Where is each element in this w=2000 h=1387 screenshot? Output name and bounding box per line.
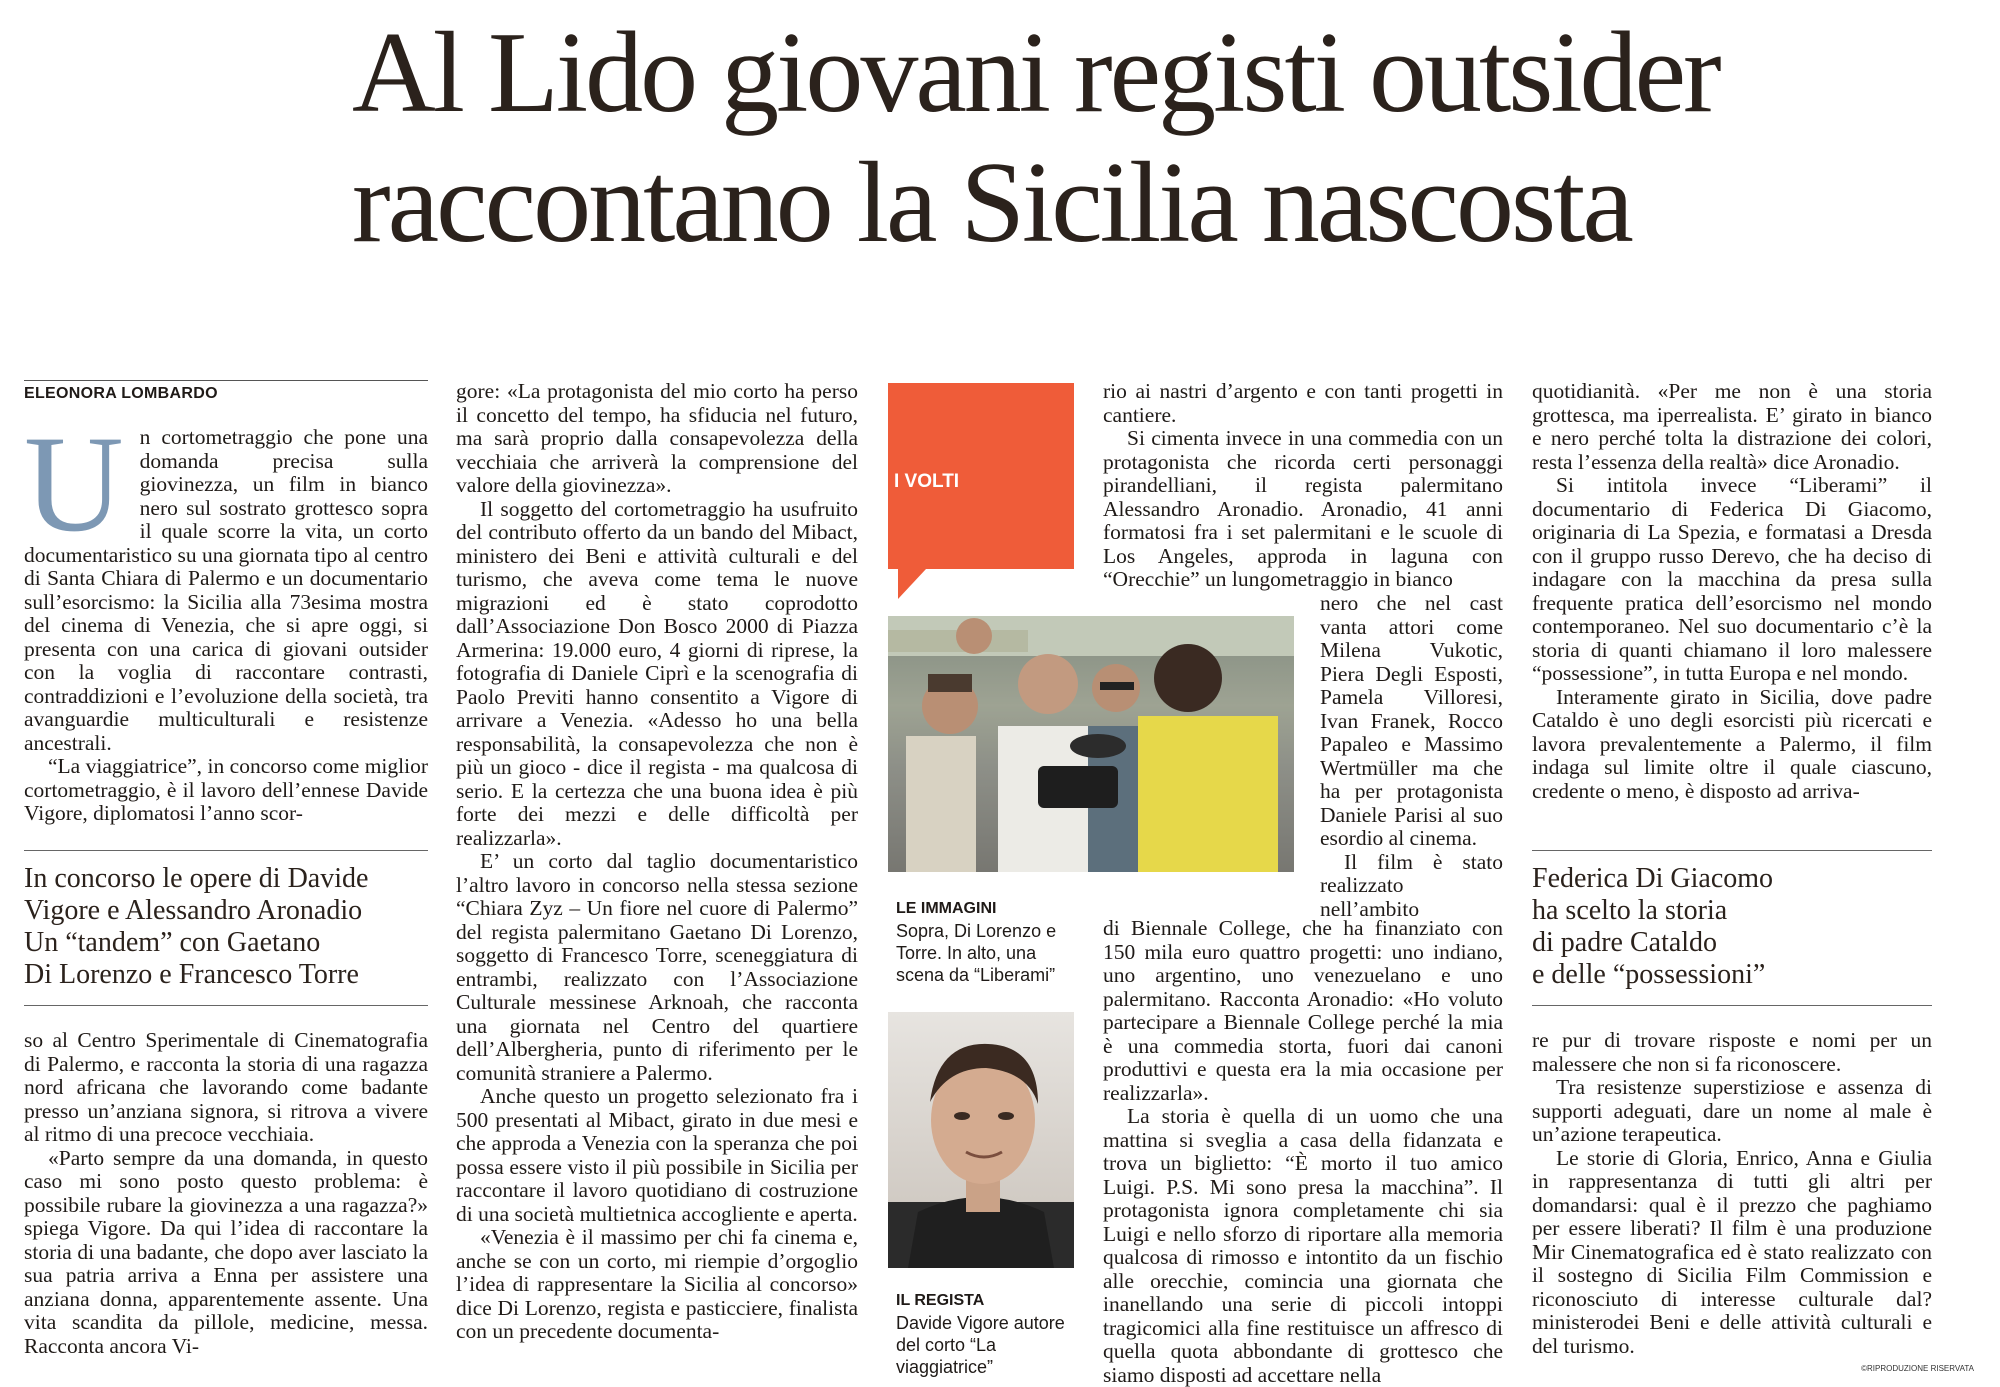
caption-text: Davide Vigore autore del corto “La viaggiatrice” [896,1313,1065,1377]
pull-quote-line: Un “tandem” con Gaetano [24,927,321,958]
paragraph: quotidianità. «Per me non è una storia grottesca, ma iperrealista. E’ girato in bianco e nero perché tolta la distrazione dei colori, resta l’essenza della realtà» dice Aronadio. [1532,379,1932,474]
paragraph: Il soggetto del cortometraggio ha usufruito del contributo offerto da un bando del Mibact, ministero dei Beni e attività culturali e del turismo, che aveva come tema le nuove migrazioni ed è stato coprodotto dall’Associazione Don Bosco 2000 di Piazza Armerina: 19.000 euro, 4 giorni di riprese, la fotografia di Daniele Ciprì e la scenografia di Paolo Previti hanno consentito a Vigore di arrivare a Venezia. «Adesso ho una bella responsabilità, la consapevolezza che non è più un gioco - dice il regista - ma qualcosa di serio. E la certezza che una buona idea è più forte dei mezzi e delle difficoltà per realizzarla». [456,496,858,850]
pull-quote-line: ha scelto la storia [1532,895,1728,926]
i-volti-box [888,383,1074,569]
caption-title: LE IMMAGINI [896,900,997,917]
pull-quote-line: In concorso le opere di Davide [24,863,369,894]
photo-film-crew [888,616,1294,872]
column-4-top [1532,380,1932,803]
caption-le-immagini [896,898,1086,986]
paragraph: di Biennale College, che ha finanziato con 150 mila euro quattro progetti: uno indiano, uno argentino, uno venezuelano e uno palermitano. Racconta Aronadio: «Ho voluto partecipare a Biennale College perché la mia è una commedia storta, fuori dai canoni produttivi e questa era la mia occasione per realizzarla». [1103,916,1503,1105]
paragraph: Le storie di Gloria, Enrico, Anna e Giulia in rappresentanza di tutti gli altri per domandarsi: qual è il prezzo che paghiamo per essere liberati? Il film è una produzione Mir Cinematografica ed è stato realizzato con il sostegno di Sicilia Film Commission e riconosciuto di interesse culturale dal?ministerodei Beni e delle attività culturali e del turismo. [1532,1145,1932,1358]
paragraph: “La viaggiatrice”, in concorso come miglior cortometraggio, è il lavoro dell’ennese Davide Vigore, diplomatosi l’anno scor- [24,754,428,825]
speech-bubble-tail [898,569,926,599]
byline: ELEONORA LOMBARDO [24,380,428,403]
headline-line-1: Al Lido giovani registi outsider [352,9,1719,137]
photo-film-crew-illustration [888,616,1294,872]
paragraph: E’ un corto dal taglio documentaristico l’altro lavoro in concorso nella stessa sezione “Chiara Zyz – Un fiore nel cuore di Palermo” del regista palermitano Gaetano Di Lorenzo, soggetto di Francesco Torre, sceneggiatura di entrambi, realizzato con l’Associazione Culturale messinese Arknoah, che racconta una giornata nel Centro del quartiere dell’Albergheria, punto di riferimento per le comunità straniere a Palermo. [456,849,858,1085]
pull-quote-line: Vigore e Alessandro Aronadio [24,895,363,926]
paragraph: nero che nel cast vanta attori come Milena Vukotic, Piera Degli Esposti, Pamela Villoresi, Ivan Franek, Rocco Papaleo e Massimo Wertmüller ma che ha per protagonista Daniele Parisi al suo esordio al cinema. [1320,591,1503,850]
headline [352,8,1952,268]
pull-quote-line: di padre Cataldo [1532,927,1718,958]
paragraph: Anche questo un progetto selezionato fra i 500 presentati al Mibact, girato in due mesi e che approda a Venezia con la speranza che poi possa essere visto il più possibile in Sicilia per raccontare il lavoro quotidiano di costruzione di una società multietnica accogliente e aperta. [456,1084,858,1226]
column-2 [456,380,858,1344]
caption-il-regista [896,1290,1086,1378]
paragraph: La storia è quella di un uomo che una mattina si sveglia a casa della fidanzata e trova un biglietto: “È morto il tuo amico Luigi. P.S. Mi sono presa la macchina”. Il protagonista ignora completamente chi sia Luigi e nello sforzo di riportare alla memoria qualcosa di rimosso e intontito da un fischio alle orecchie, comincia una giornata che inanellando una serie di piccoli intoppi tragicomici alla fine restituisce un affresco di quella quota abbondante di grottesco che siamo disposti ad accettare nella [1103,1104,1503,1387]
paragraph: «Parto sempre da una domanda, in questo caso mi sono posto questo problema: è possibile rubare la giovinezza a una ragazza?» spiega Vigore. Da qui l’idea di raccontare la storia di una badante, che dopo aver lasciato la sua patria arriva a Enna per assistere una anziana donna, apparentemente assente. Una vita scandita da pillole, medicine, messa. Racconta ancora Vi- [24,1145,428,1358]
lead-paragraph [24,407,428,755]
paragraph: Tra resistenze superstiziose e assenza di supporti adeguati, dare un nome al male è un’azione terapeutica. [1532,1075,1932,1146]
column-1-bottom [24,1029,428,1358]
pull-quote-2 [1532,850,1932,1006]
pull-quote-line: e delle “possessioni” [1532,959,1766,990]
drop-cap: U [24,407,124,560]
paragraph: rio ai nastri d’argento e con tanti progetti in cantiere. [1103,379,1503,427]
copyright-notice: ©RIPRODUZIONE RISERVATA [1861,1364,1974,1373]
column-3-wrap [1320,592,1503,921]
i-volti-label: I VOLTI [894,471,960,492]
pull-quote-line: Federica Di Giacomo [1532,863,1774,894]
paragraph: so al Centro Sperimentale di Cinematografia di Palermo, e racconta la storia di una ragazza nord africana che lavorando come badante presso un’anziana signora, si ritrova a vivere al ritmo di una precoce vecchiaia. [24,1028,428,1146]
column-1-top [24,407,428,826]
column-3-top [1103,380,1503,592]
column-3-bottom [1103,917,1503,1387]
pull-quote-1 [24,850,428,1006]
paragraph: Si cimenta invece in una commedia con un protagonista che ricorda certi personaggi pirandelliani, il regista palermitano Alessandro Aronadio. Aronadio, 41 anni formatosi fra i set palermitani e le scuole di Los Angeles, approda in laguna con “Orecchie” un lungometraggio in bianco [1103,426,1503,591]
paragraph: re pur di trovare risposte e nomi per un malessere che non si fa riconoscere. [1532,1028,1932,1076]
lead-text: n cortometraggio che pone una domanda precisa sulla giovinezza, un film in bianco nero sul sostrato grottesco sopra il quale scorre la vita, un corto documentaristico su una giornata tipo al centro di Santa Chiara di Palermo e un documentario sull’esorcismo: la Sicilia alla 73esima mostra del cinema di Venezia, che si apre oggi, si presenta con una carica di giovani outsider con la voglia di raccontare contrasti, contraddizioni e l’evoluzione della società, tra avanguardie multiculturali e resistenze ancestrali. [24,425,428,755]
paragraph: gore: «La protagonista del mio corto ha perso il concetto del tempo, ha sfiducia nel futuro, ma sarà proprio dalla consapevolezza della vecchiaia che arriverà la comprensione del valore della giovinezza». [456,379,858,497]
paragraph: Interamente girato in Sicilia, dove padre Cataldo è uno degli esorcisti più ricercati e lavora prevalentemente a Palermo, il film indaga sul limite oltre il quale ciascuno, credente o meno, è disposto ad arriva- [1532,684,1932,803]
paragraph: «Venezia è il massimo per chi fa cinema e, anche se con un corto, mi riempie d’orgoglio l’idea di rappresentare la Sicilia al concorso» dice Di Lorenzo, regista e pasticciere, finalista con un precedente documenta- [456,1225,858,1343]
column-4-bottom [1532,1029,1932,1358]
headline-line-2: raccontano la Sicilia nascosta [352,139,1631,267]
caption-title: IL REGISTA [896,1292,985,1309]
paragraph: Si intitola invece “Liberami” il documentario di Federica Di Giacomo, originaria di La Spezia, e formatasi a Dresda con il gruppo russo Derevo, che ha deciso di indagare con la macchina da presa sulla frequente pratica dell’esorcismo nel mondo contemporaneo. Nel suo documentario c’è la storia di quanti chiamano il loro malessere “possessione”, in tutta Europa e nel mondo. [1532,473,1932,685]
caption-text: Sopra, Di Lorenzo e Torre. In alto, una scena da “Liberami” [896,921,1057,985]
photo-director-portrait [888,1012,1074,1268]
portrait-illustration [888,1012,1074,1268]
pull-quote-line: Di Lorenzo e Francesco Torre [24,959,359,990]
paragraph: Il film è stato realizzato nell’ambito [1320,849,1503,921]
